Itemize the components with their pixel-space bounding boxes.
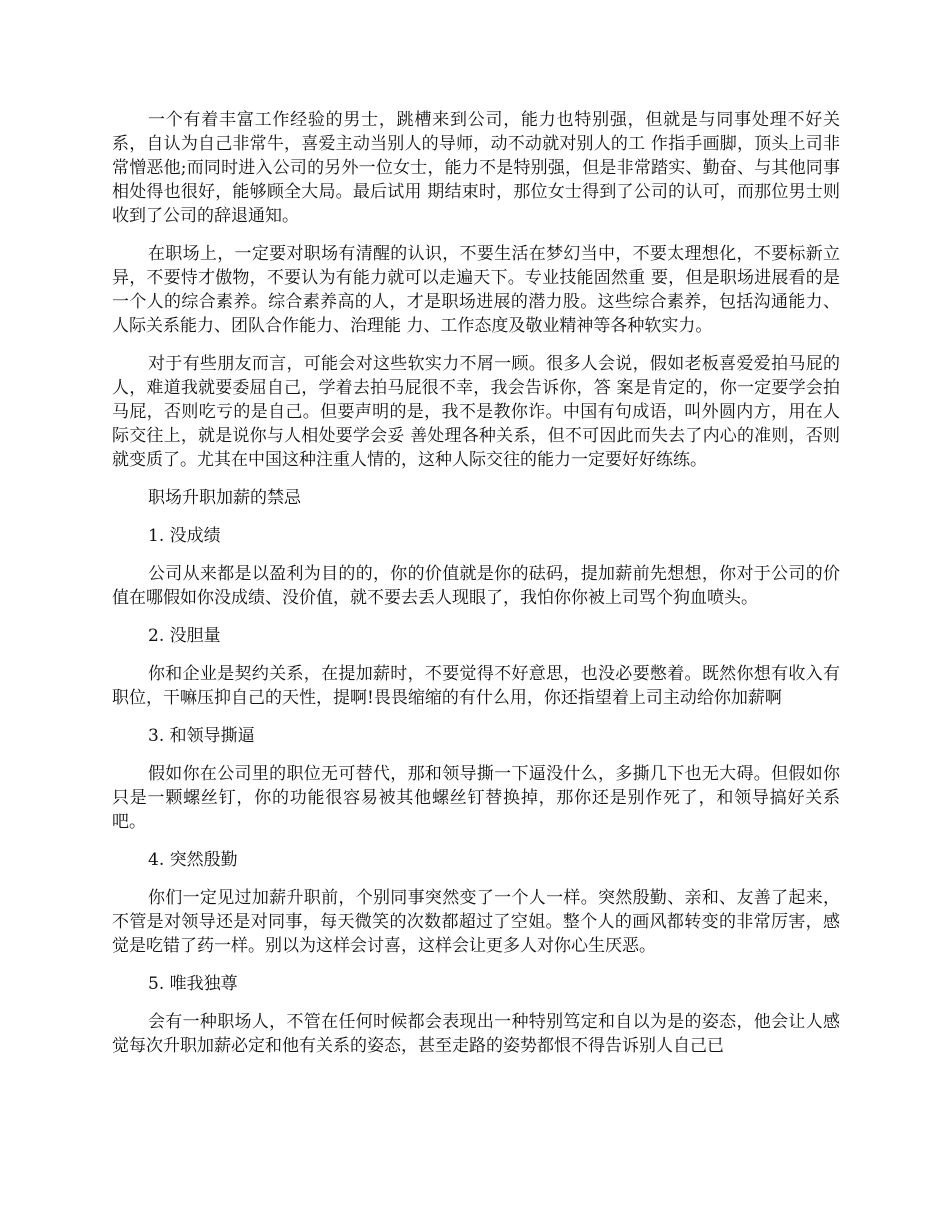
paragraph-1: 一个有着丰富工作经验的男士，跳槽来到公司，能力也特别强，但就是与同事处理不好关系，自认为自己非常牛，喜爱主动当别人的导师，动不动就对别人的工 作指手画脚，顶头上司非常憎恶他;而同时进入公司的另外一位女士，能力不是特别强，但是非常踏实、勤奋、与其他同事相处得也很好，能够顾全大局。最后试用 期结束时，那位女士得到了公司的认可，而那位男士则收到了公司的辞退通知。 bbox=[112, 110, 840, 226]
item-3-heading: 3. 和领导撕逼 bbox=[148, 726, 255, 746]
paragraph-2: 在职场上，一定要对职场有清醒的认识，不要生活在梦幻当中，不要太理想化，不要标新立异，不要恃才傲物，不要认为有能力就可以走遍天下。专业技能固然重 要，但是职场进展看的是一个人的综合素养。综合素养高的人，才是职场进展的潜力股。这些综合素养，包括沟通能力、人际关系能力、团队合作能力、治理能 力、工作态度及敬业精神等各种软实力。 bbox=[112, 244, 840, 336]
item-5-heading: 5. 唯我独尊 bbox=[148, 974, 238, 994]
item-2-heading: 2. 没胆量 bbox=[148, 626, 221, 646]
item-4-heading: 4. 突然殷勤 bbox=[148, 850, 238, 870]
item-4-body: 你们一定见过加薪升职前，个别同事突然变了一个人一样。突然殷勤、亲和、友善了起来，不管是对领导还是对同事，每天微笑的次数都超过了空姐。整个人的画风都转变的非常厉害，感觉是吃错了药一样。别以为这样会讨喜，这样会让更多人对你心生厌恶。 bbox=[112, 888, 840, 956]
document-page bbox=[112, 108, 840, 1072]
item-3-body: 假如你在公司里的职位无可替代，那和领导撕一下逼没什么，多撕几下也无大碍。但假如你只是一颗螺丝钉，你的功能很容易被其他螺丝钉替换掉，那你还是别作死了，和领导搞好关系吧。 bbox=[112, 764, 840, 832]
item-1-body: 公司从来都是以盈利为目的的，你的价值就是你的砝码，提加薪前先想想，你对于公司的价值在哪假如你没成绩、没价值，就不要去丢人现眼了，我怕你你被上司骂个狗血喷头。 bbox=[112, 564, 840, 608]
item-5-body: 会有一种职场人，不管在任何时候都会表现出一种特别笃定和自以为是的姿态，他会让人感觉每次升职加薪必定和他有关系的姿态，甚至走路的姿势都恨不得告诉别人自己已 bbox=[112, 1012, 840, 1056]
section-title: 职场升职加薪的禁忌 bbox=[148, 488, 301, 508]
item-2-body: 你和企业是契约关系，在提加薪时，不要觉得不好意思，也没必要憋着。既然你想有收入有职位，干嘛压抑自己的天性，提啊!畏畏缩缩的有什么用，你还指望着上司主动给你加薪啊 bbox=[112, 664, 840, 708]
paragraph-3: 对于有些朋友而言，可能会对这些软实力不屑一顾。很多人会说，假如老板喜爱爱拍马屁的人，难道我就要委屈自己，学着去拍马屁很不幸，我会告诉你，答 案是肯定的，你一定要学会拍马屁，否则吃亏的是自己。但要声明的是，我不是教你诈。中国有句成语，叫外圆内方，用在人际交往上，就是说你与人相处要学会妥 善处理各种关系，但不可因此而失去了内心的准则，否则就变质了。尤其在中国这种注重人情的，这种人际交往的能力一定要好好练练。 bbox=[112, 354, 840, 470]
item-1-heading: 1. 没成绩 bbox=[148, 526, 221, 546]
